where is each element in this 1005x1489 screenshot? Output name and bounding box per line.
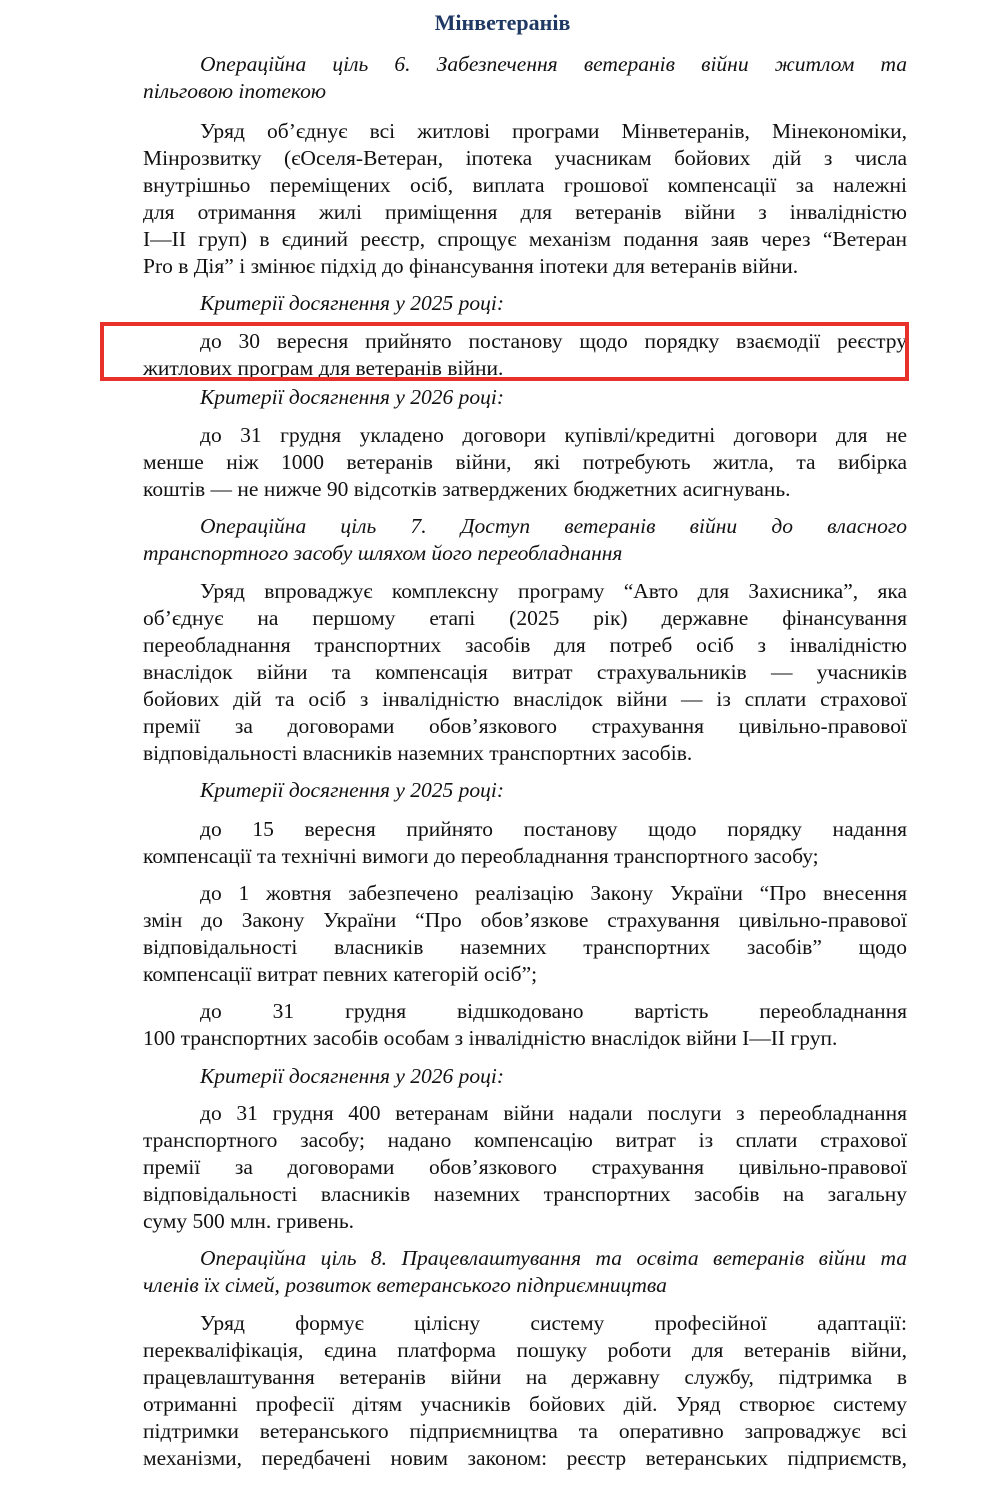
goal-7-criteria-2025-item-c: до 31 грудня відшкодовано вартість переобладнання 100 транспортних засобів особам з інвалідністю внаслідок війни I—II груп.	[143, 999, 907, 1050]
goal-6-title: Операційна ціль 6. Забезпечення ветеранів війни житлом та пільговою іпотекою	[143, 52, 907, 103]
goal-6-criteria-2025-text: до 30 вересня прийнято постанову щодо порядку взаємодії реєстру житлових програм для ветеранів війни.	[143, 329, 907, 380]
goal-6-criteria-2026-title: Критерії досягнення у 2026 році:	[200, 385, 505, 409]
goal-6-criteria-2026-text: до 31 грудня укладено договори купівлі/кредитні договори для не менше ніж 1000 ветеранів війни, які потребують житла, та вибірка коштів — не нижче 90 відсотків затверджених бюджетних асигнувань.	[143, 423, 907, 501]
goal-7-criteria-2026-title: Критерії досягнення у 2026 році:	[200, 1064, 505, 1088]
goal-7-criteria-2025-item-a: до 15 вересня прийнято постанову щодо порядку надання компенсації та технічні вимоги до переобладнання транспортного засобу;	[143, 817, 907, 868]
goal-7-title: Операційна ціль 7. Доступ ветеранів війни до власного транспортного засобу шляхом його переобладнання	[143, 514, 907, 565]
goal-6-criteria-2025-title: Критерії досягнення у 2025 році:	[200, 291, 505, 315]
goal-7-criteria-2026-text: до 31 грудня 400 ветеранам війни надали послуги з переобладнання транспортного засобу; надано компенсацію витрат із сплати страхової премії за договорами обов’язкового страхування цивільно-правової відповідальності власників наземних транспортних засобів на загальну суму 500 млн. гривень.	[143, 1101, 907, 1233]
goal-7-criteria-2025-title: Критерії досягнення у 2025 році:	[200, 778, 505, 802]
page-title: Мінветеранів	[434, 10, 571, 35]
highlight-box	[100, 322, 909, 381]
goal-8-title: Операційна ціль 8. Працевлаштування та освіта ветеранів війни та членів їх сімей, розвиток ветеранського підприємництва	[143, 1246, 907, 1297]
goal-7-criteria-2025-item-b: до 1 жовтня забезпечено реалізацію Закону України “Про внесення змін до Закону України “Про обов’язкове страхування цивільно-правової відповідальності власників наземних транспортних засобів” щодо компенсації витрат певних категорій осіб”;	[143, 881, 907, 986]
goal-7-paragraph: Уряд впроваджує комплексну програму “Авто для Захисника”, яка об’єднує на першому етапі (2025 рік) державне фінансування переобладнання транспортних засобів для потреб осіб з інвалідністю внаслідок війни та компенсація витрат страхувальників — учасників бойових дій та осіб з інвалідністю внаслідок війни — із сплати страхової премії за договорами обов’язкового страхування цивільно-правової відповідальності власників наземних транспортних засобів.	[143, 579, 907, 765]
goal-6-paragraph: Уряд об’єднує всі житлові програми Мінветеранів, Мінекономіки, Мінрозвитку (єОселя-Ветеран, іпотека учасникам бойових дій з числа внутрішньо переміщених осіб, виплата грошової компенсації за належні для отримання жилі приміщення для ветеранів війни з інвалідністю I—II груп) в єдиний реєстр, спрощує механізм подання заяв через “Ветеран Pro в Дія” і змінює підхід до фінансування іпотеки для ветеранів війни.	[143, 119, 907, 278]
goal-8-paragraph: Уряд формує цілісну систему професійної адаптації: перекваліфікація, єдина платформа пошуку роботи для ветеранів війни, працевлаштування ветеранів війни на державну службу, підтримка в отриманні професії дітям учасників бойових дій. Уряд створює систему підтримки ветеранського підприємництва та оперативно запроваджує всі механізми, передбачені новим законом: реєстр ветеранських підприємств,	[143, 1311, 907, 1470]
